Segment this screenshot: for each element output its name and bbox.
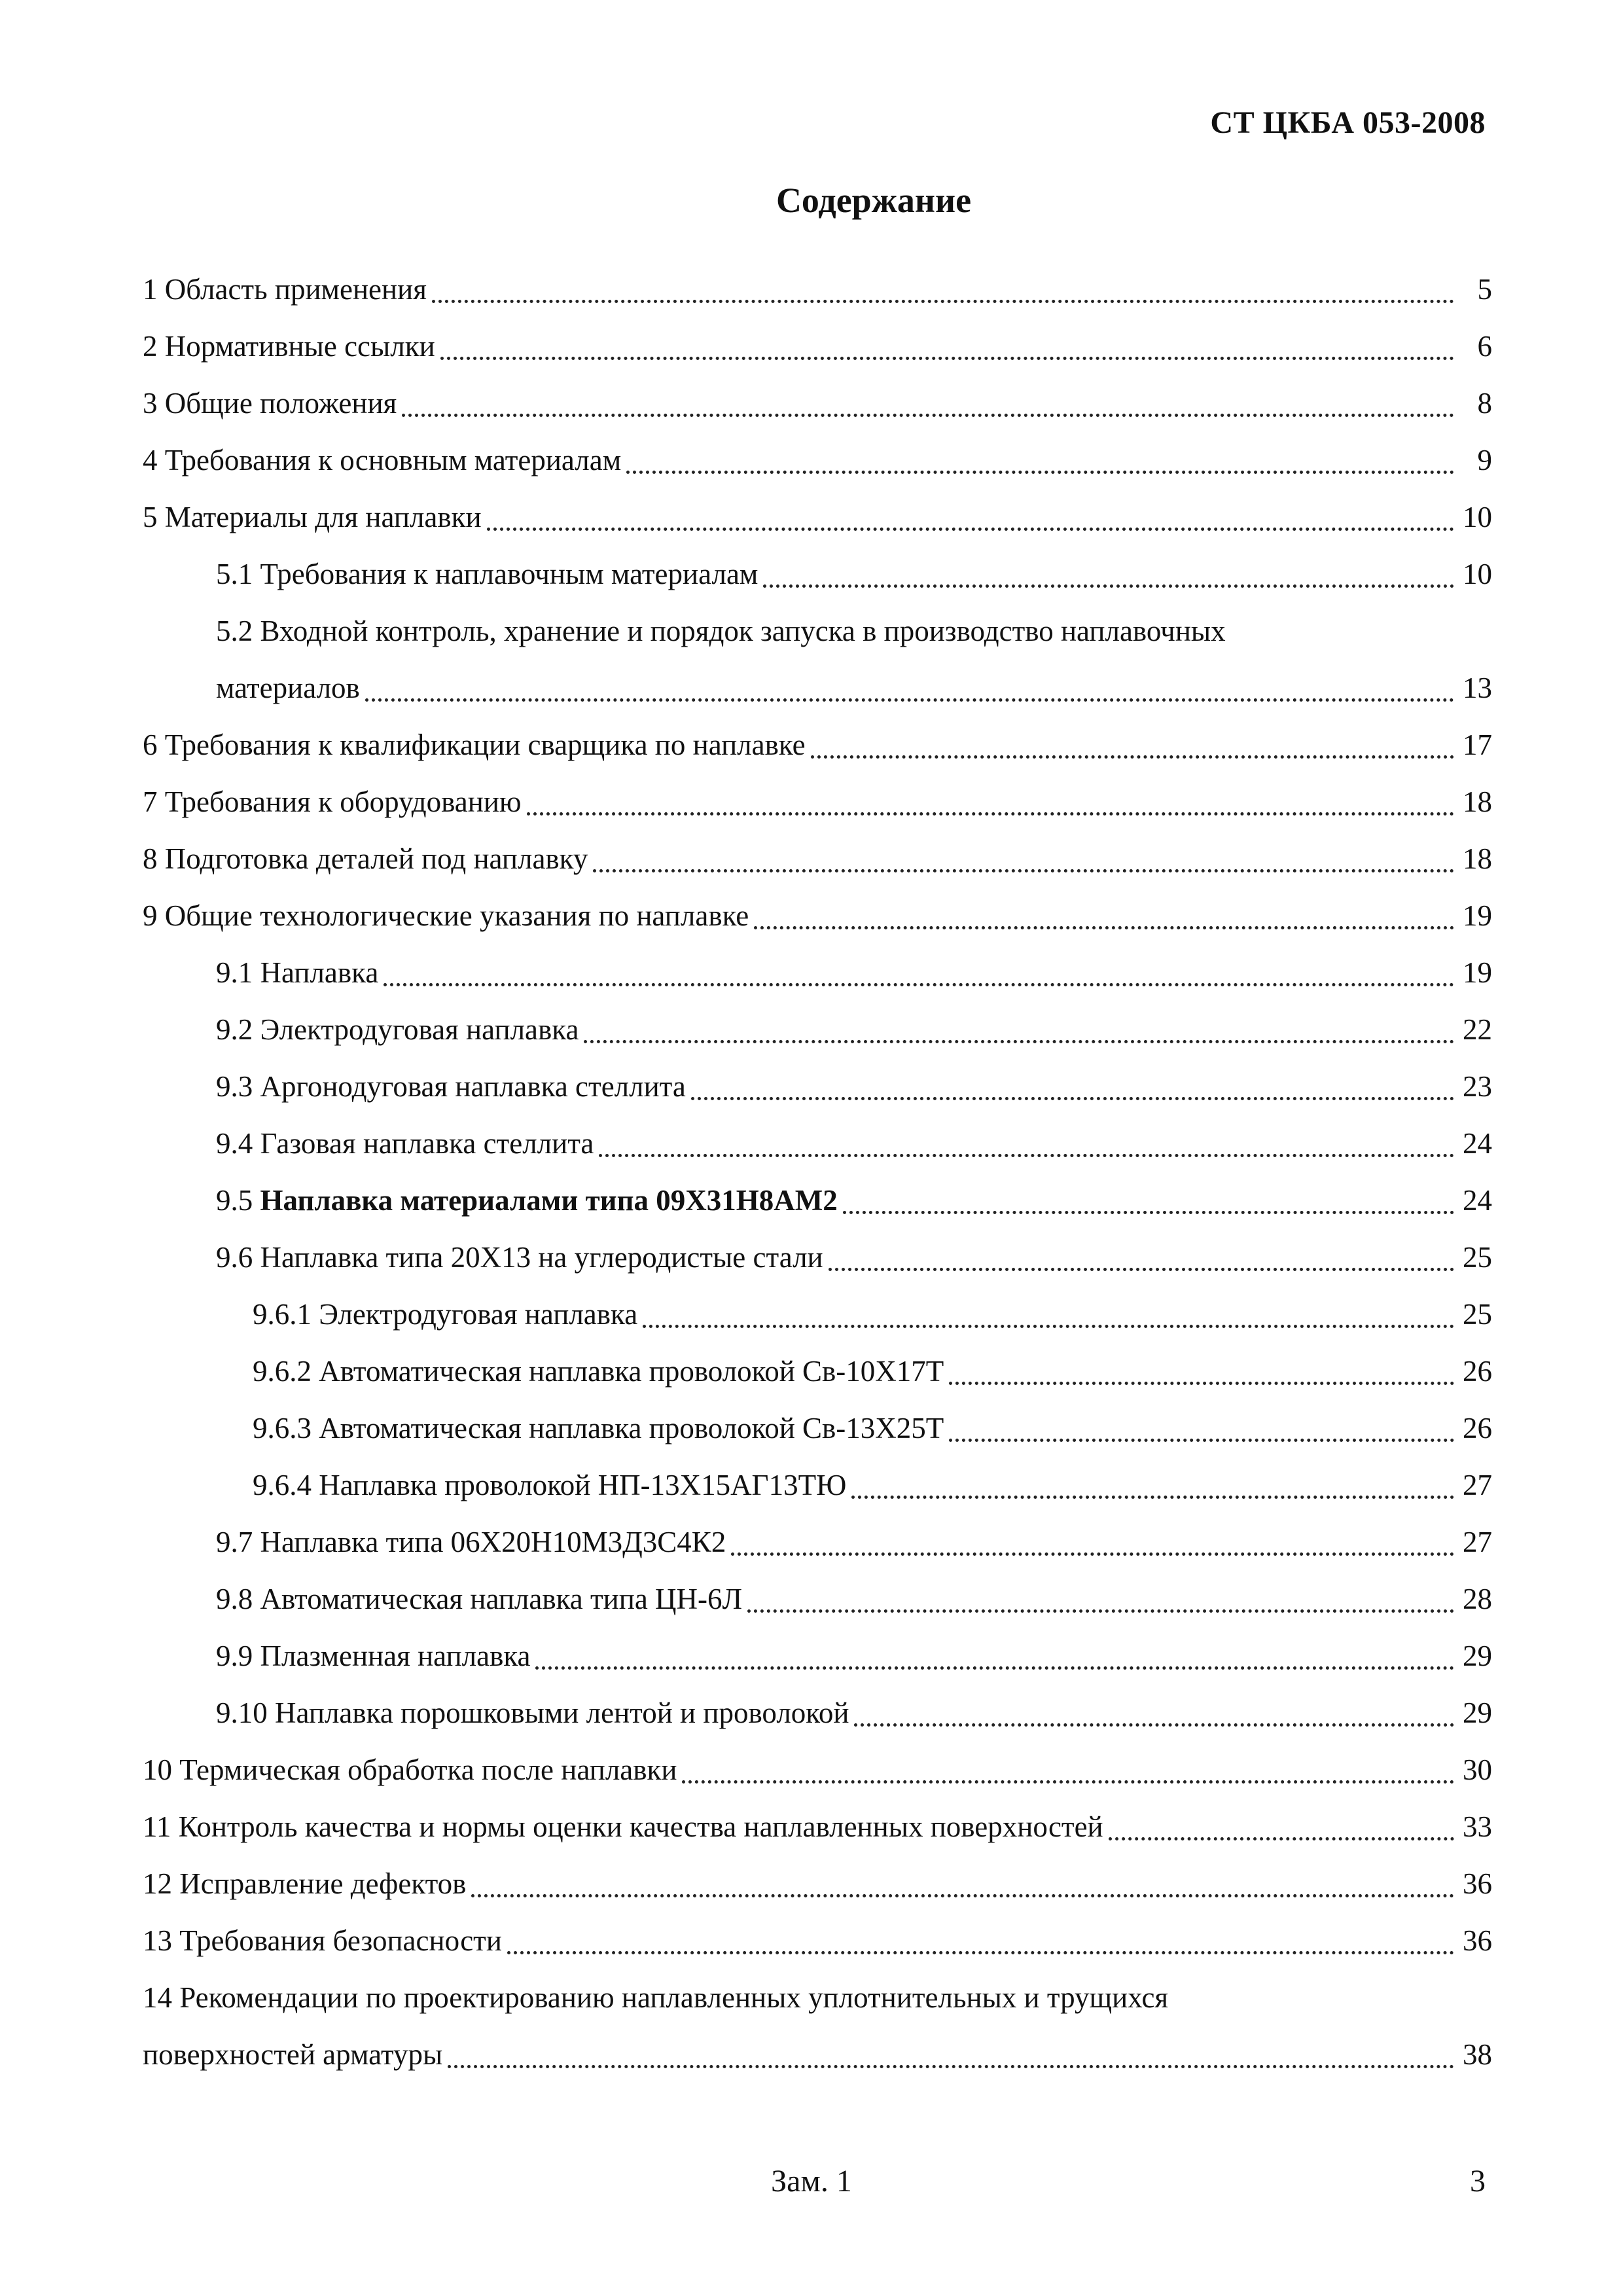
toc-entry-page: 27 [1463, 1525, 1492, 1558]
toc-entry-page: 19 [1463, 899, 1492, 932]
toc-entry-page: 8 [1477, 386, 1492, 420]
toc-entry-page: 29 [1463, 1696, 1492, 1729]
toc-entry-title: 5.1 Требования к наплавочным материалам [216, 557, 758, 590]
toc-entry-page: 13 [1463, 671, 1492, 704]
toc-entry-1[interactable] [143, 260, 1492, 317]
dot-leader [731, 1523, 1454, 1556]
toc-entry-title: 6 Требования к квалификации сварщика по наплавке [143, 728, 806, 761]
toc-entry-7[interactable] [143, 773, 1492, 830]
toc-entry-title: 11 Контроль качества и нормы оценки качества наплавленных поверхностей [143, 1810, 1103, 1843]
toc-entry-title: 14 Рекомендации по проектированию наплавленных уплотнительных и трущихся [143, 1981, 1169, 2014]
toc-entry-page: 26 [1463, 1354, 1492, 1388]
dot-leader [440, 327, 1454, 360]
table-of-contents [143, 260, 1492, 2083]
toc-entry-9-9[interactable] [143, 1627, 1492, 1684]
toc-entry-page: 24 [1463, 1126, 1492, 1160]
toc-entry-title: 9.4 Газовая наплавка стеллита [216, 1126, 594, 1160]
toc-entry-9-6-4[interactable] [143, 1456, 1492, 1513]
toc-entry-page: 29 [1463, 1639, 1492, 1672]
toc-entry-page: 18 [1463, 785, 1492, 818]
toc-entry-9-6[interactable] [143, 1229, 1492, 1285]
toc-entry-page: 23 [1463, 1069, 1492, 1103]
toc-entry-title: 8 Подготовка деталей под наплавку [143, 842, 588, 875]
dot-leader [843, 1181, 1454, 1214]
dot-leader [626, 441, 1454, 474]
dot-leader [383, 954, 1454, 986]
toc-entry-page: 10 [1463, 557, 1492, 590]
toc-entry-title: 9.7 Наплавка типа 06Х20Н10М3Д3С4К2 [216, 1525, 726, 1558]
toc-entry-9-8[interactable] [143, 1570, 1492, 1627]
toc-entry-9-6-3[interactable] [143, 1399, 1492, 1456]
toc-entry-title: 3 Общие положения [143, 386, 397, 420]
toc-entry-14-continued[interactable] [143, 2026, 1492, 2083]
toc-entry-page: 38 [1463, 2037, 1492, 2071]
toc-entry-3[interactable] [143, 374, 1492, 431]
toc-title: Содержание [776, 181, 972, 220]
toc-entry-title: 2 Нормативные ссылки [143, 329, 435, 363]
toc-entry-title: 9.1 Наплавка [216, 956, 379, 989]
toc-entry-page: 5 [1477, 272, 1492, 306]
toc-entry-12[interactable] [143, 1855, 1492, 1912]
dot-leader [1109, 1808, 1454, 1840]
dot-leader [527, 783, 1454, 816]
toc-entry-title: 5 Материалы для наплавки [143, 500, 482, 533]
toc-entry-title: 10 Термическая обработка после наплавки [143, 1753, 677, 1786]
toc-entry-5[interactable] [143, 488, 1492, 545]
toc-entry-page: 9 [1477, 443, 1492, 476]
toc-entry-page: 33 [1463, 1810, 1492, 1843]
dot-leader [851, 1466, 1454, 1499]
toc-entry-4[interactable] [143, 431, 1492, 488]
dot-leader [829, 1238, 1454, 1271]
document-code: СТ ЦКБА 053-2008 [1210, 105, 1486, 140]
toc-entry-9-3[interactable] [143, 1058, 1492, 1115]
toc-entry-page: 6 [1477, 329, 1492, 363]
toc-entry-page: 10 [1463, 500, 1492, 533]
toc-entry-page: 25 [1463, 1240, 1492, 1274]
toc-entry-9-4[interactable] [143, 1115, 1492, 1172]
dot-leader [854, 1694, 1454, 1727]
toc-entry-14[interactable] [143, 1969, 1492, 2026]
toc-entry-5-2[interactable] [143, 602, 1492, 659]
toc-entry-title: 4 Требования к основным материалам [143, 443, 622, 476]
toc-entry-title-continued: поверхностей арматуры [143, 2037, 443, 2071]
toc-entry-page: 30 [1463, 1753, 1492, 1786]
toc-entry-page: 26 [1463, 1411, 1492, 1444]
dot-leader [487, 498, 1454, 531]
page-number: 3 [1470, 2164, 1486, 2198]
toc-entry-2[interactable] [143, 317, 1492, 374]
toc-entry-9-1[interactable] [143, 944, 1492, 1001]
dot-leader [507, 1922, 1454, 1954]
toc-entry-title: 9 Общие технологические указания по наплавке [143, 899, 749, 932]
toc-entry-title: 9.8 Автоматическая наплавка типа ЦН-6Л [216, 1582, 743, 1615]
toc-entry-page: 19 [1463, 956, 1492, 989]
toc-entry-9-5[interactable] [143, 1172, 1492, 1229]
toc-entry-bold-title: Наплавка материалами типа 09Х31Н8АМ2 [260, 1183, 838, 1217]
dot-leader [643, 1295, 1454, 1328]
dot-leader [584, 1011, 1454, 1043]
toc-entry-title: 9.6.1 Электродуговая наплавка [253, 1297, 638, 1331]
dot-leader [949, 1352, 1454, 1385]
dot-leader [949, 1409, 1454, 1442]
dot-leader [471, 1865, 1454, 1897]
dot-leader [448, 2036, 1454, 2068]
toc-entry-13[interactable] [143, 1912, 1492, 1969]
toc-entry-5-2-continued[interactable] [143, 659, 1492, 716]
toc-entry-page: 36 [1463, 1924, 1492, 1957]
dot-leader [682, 1751, 1454, 1784]
toc-entry-9-10[interactable] [143, 1684, 1492, 1741]
dot-leader [535, 1637, 1454, 1670]
dot-leader [747, 1580, 1454, 1613]
toc-entry-9-7[interactable] [143, 1513, 1492, 1570]
toc-entry-title: 9.2 Электродуговая наплавка [216, 1013, 579, 1046]
toc-entry-5-1[interactable] [143, 545, 1492, 602]
toc-entry-page: 27 [1463, 1468, 1492, 1501]
toc-entry-title: 12 Исправление дефектов [143, 1867, 467, 1900]
toc-entry-title: 1 Область применения [143, 272, 427, 306]
toc-entry-10[interactable] [143, 1741, 1492, 1798]
toc-entry-8[interactable] [143, 830, 1492, 887]
toc-entry-page: 22 [1463, 1013, 1492, 1046]
dot-leader [599, 1124, 1454, 1157]
toc-entry-page: 25 [1463, 1297, 1492, 1331]
dot-leader [432, 270, 1454, 303]
toc-entry-title: 7 Требования к оборудованию [143, 785, 522, 818]
toc-entry-number: 9.5 [216, 1183, 253, 1217]
toc-entry-title: 13 Требования безопасности [143, 1924, 502, 1957]
toc-entry-page: 18 [1463, 842, 1492, 875]
toc-entry-title: 5.2 Входной контроль, хранение и порядок запуска в производство наплавочных [216, 614, 1226, 647]
toc-entry-title: 9.10 Наплавка порошковыми лентой и проволокой [216, 1696, 849, 1729]
toc-entry-title [216, 1183, 838, 1217]
dot-leader [691, 1067, 1454, 1100]
toc-entry-9-6-2[interactable] [143, 1342, 1492, 1399]
toc-entry-title: 9.6.3 Автоматическая наплавка проволокой Св-13Х25Т [253, 1411, 944, 1444]
toc-entry-title-continued: материалов [216, 671, 360, 704]
toc-entry-page: 36 [1463, 1867, 1492, 1900]
toc-entry-11[interactable] [143, 1798, 1492, 1855]
change-note: Зам. 1 [771, 2164, 852, 2198]
dot-leader [365, 669, 1454, 702]
dot-leader [402, 384, 1454, 417]
toc-entry-6[interactable] [143, 716, 1492, 773]
toc-entry-title: 9.6.4 Наплавка проволокой НП-13Х15АГ13ТЮ [253, 1468, 847, 1501]
toc-entry-page: 17 [1463, 728, 1492, 761]
toc-entry-title: 9.3 Аргонодуговая наплавка стеллита [216, 1069, 686, 1103]
dot-leader [593, 840, 1454, 872]
toc-entry-9-6-1[interactable] [143, 1285, 1492, 1342]
dot-leader [754, 897, 1454, 929]
toc-entry-9[interactable] [143, 887, 1492, 944]
dot-leader [811, 726, 1454, 759]
toc-entry-page: 24 [1463, 1183, 1492, 1217]
dot-leader [763, 555, 1454, 588]
toc-entry-title: 9.6.2 Автоматическая наплавка проволокой Св-10Х17Т [253, 1354, 944, 1388]
toc-entry-page: 28 [1463, 1582, 1492, 1615]
toc-entry-title: 9.6 Наплавка типа 20Х13 на углеродистые стали [216, 1240, 823, 1274]
toc-entry-title: 9.9 Плазменная наплавка [216, 1639, 531, 1672]
toc-entry-9-2[interactable] [143, 1001, 1492, 1058]
